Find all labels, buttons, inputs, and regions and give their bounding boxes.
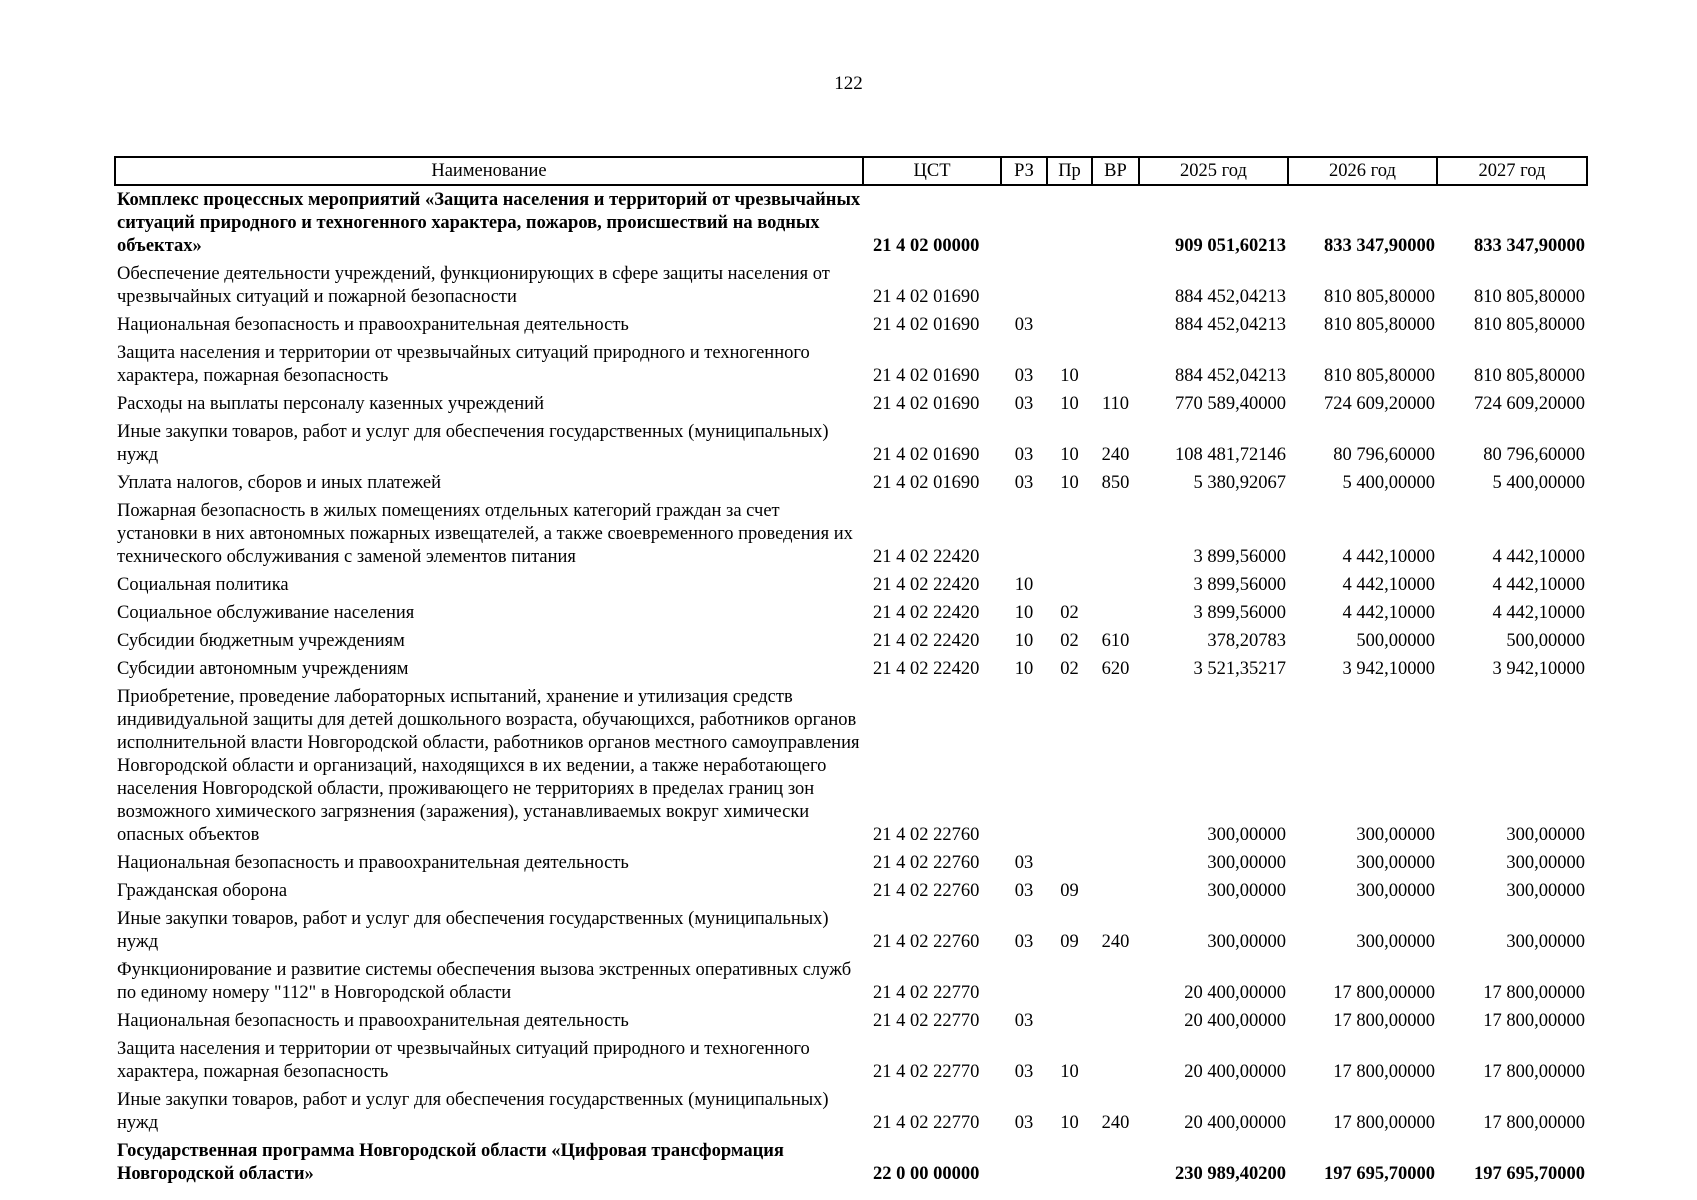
row-cst-cell: 21 4 02 22760 (873, 932, 980, 952)
row-2026-cell: 4 442,10000 (1342, 603, 1435, 623)
row-pr-cell: 10 (1060, 445, 1079, 465)
row-vr-cell (1092, 337, 1139, 388)
table-row (115, 1005, 1587, 1033)
row-cst-cell: 21 4 02 22770 (873, 1011, 980, 1031)
table-row (115, 309, 1587, 337)
row-pr-cell (1047, 185, 1092, 258)
row-name-cell: Защита населения и территории от чрезвычайных ситуаций природного и техногенного характера, пожарная безопасность (117, 1039, 810, 1082)
row-rz-cell (1001, 495, 1047, 569)
row-cst-cell: 21 4 02 01690 (873, 315, 980, 335)
row-2026-cell: 5 400,00000 (1342, 473, 1435, 493)
row-vr-cell (1092, 258, 1139, 309)
row-2027-cell: 300,00000 (1506, 853, 1585, 873)
row-2027-cell: 810 805,80000 (1474, 287, 1585, 307)
row-pr-cell: 02 (1060, 603, 1079, 623)
page-number: 122 (834, 73, 863, 94)
row-cst-cell: 21 4 02 01690 (873, 445, 980, 465)
header-2025: 2025 год (1139, 157, 1288, 185)
row-name-cell: Защита населения и территории от чрезвычайных ситуаций природного и техногенного характера, пожарная безопасность (117, 343, 810, 386)
row-2026-cell: 17 800,00000 (1333, 983, 1435, 1003)
row-vr-cell (1092, 875, 1139, 903)
row-2027-cell: 724 609,20000 (1474, 394, 1585, 414)
row-2025-cell: 770 589,40000 (1175, 394, 1286, 414)
row-vr-cell (1092, 1135, 1139, 1186)
row-vr-cell (1092, 681, 1139, 847)
row-pr-cell (1047, 495, 1092, 569)
row-2027-cell: 4 442,10000 (1492, 603, 1585, 623)
row-vr-cell: 610 (1101, 631, 1130, 651)
row-2025-cell: 3 521,35217 (1193, 659, 1286, 679)
row-cst-cell: 21 4 02 22770 (873, 1113, 980, 1133)
row-pr-cell (1047, 954, 1092, 1005)
row-pr-cell: 10 (1060, 473, 1079, 493)
table-row (115, 467, 1587, 495)
row-vr-cell (1092, 597, 1139, 625)
table-row (115, 954, 1587, 1005)
table-row (115, 903, 1587, 954)
row-2026-cell: 833 347,90000 (1324, 236, 1435, 256)
row-cst-cell: 21 4 02 22760 (873, 825, 980, 845)
row-2026-cell: 300,00000 (1356, 825, 1435, 845)
row-name-cell: Государственная программа Новгородской области «Цифровая трансформация Новгородской области» (117, 1141, 784, 1184)
row-vr-cell (1092, 185, 1139, 258)
table-row (115, 337, 1587, 388)
row-2026-cell: 80 796,60000 (1333, 445, 1435, 465)
table-row (115, 681, 1587, 847)
row-2025-cell: 884 452,04213 (1175, 366, 1286, 386)
row-2026-cell: 197 695,70000 (1324, 1164, 1435, 1184)
row-2026-cell: 300,00000 (1356, 932, 1435, 952)
row-2025-cell: 378,20783 (1207, 631, 1286, 651)
row-rz-cell (1001, 185, 1047, 258)
header-pr: Пр (1047, 157, 1092, 185)
row-2026-cell: 3 942,10000 (1342, 659, 1435, 679)
row-cst-cell: 21 4 02 22420 (873, 603, 980, 623)
table-row (115, 495, 1587, 569)
row-2026-cell: 810 805,80000 (1324, 287, 1435, 307)
table-row (115, 1033, 1587, 1084)
table-row (115, 625, 1587, 653)
row-name-cell: Комплекс процессных мероприятий «Защита населения и территорий от чрезвычайных ситуаций природного и техногенного характера, пожаров, происшествий на водных объектах» (117, 190, 861, 256)
row-2027-cell: 197 695,70000 (1474, 1164, 1585, 1184)
row-2027-cell: 5 400,00000 (1492, 473, 1585, 493)
row-rz-cell (1001, 1135, 1047, 1186)
row-2026-cell: 724 609,20000 (1324, 394, 1435, 414)
row-2026-cell: 300,00000 (1356, 853, 1435, 873)
row-name-cell: Социальная политика (117, 575, 289, 595)
row-cst-cell: 21 4 02 22420 (873, 631, 980, 651)
row-rz-cell: 03 (1014, 1062, 1034, 1082)
row-name-cell: Гражданская оборона (117, 881, 288, 901)
row-name-cell: Расходы на выплаты персоналу казенных учреждений (117, 394, 544, 414)
row-2025-cell: 20 400,00000 (1184, 1113, 1286, 1133)
row-2026-cell: 4 442,10000 (1342, 547, 1435, 567)
row-name-cell: Приобретение, проведение лабораторных испытаний, хранение и утилизация средств индивидуальной защиты для детей дошкольного возраста, обучающихся, работников органов исполнительной власти Новгородской области, работников органов местного самоуправления Новгородской области и организаций, находящихся в их ведении, а также неработающего населения Новгородской области, проживающего не территориях в пределах границ зон возможного химического загрязнения (заражения), устанавливаемых вокруг химически опасных объектов (117, 687, 860, 845)
table-body (115, 185, 1587, 1186)
row-vr-cell: 110 (1101, 394, 1130, 414)
row-pr-cell: 10 (1060, 394, 1079, 414)
header-name: Наименование (115, 157, 863, 185)
row-rz-cell: 03 (1014, 881, 1034, 901)
row-vr-cell: 850 (1101, 473, 1130, 493)
row-name-cell: Функционирование и развитие системы обеспечения вызова экстренных оперативных служб по единому номеру "112" в Новгородской области (117, 960, 852, 1003)
table-row (115, 1084, 1587, 1135)
row-2027-cell: 833 347,90000 (1474, 236, 1585, 256)
row-name-cell: Иные закупки товаров, работ и услуг для обеспечения государственных (муниципальных) нужд (117, 909, 829, 952)
table-row (115, 416, 1587, 467)
header-2027: 2027 год (1437, 157, 1587, 185)
row-vr-cell: 620 (1101, 659, 1130, 679)
row-pr-cell: 09 (1060, 932, 1079, 952)
row-cst-cell: 21 4 02 00000 (873, 236, 980, 256)
row-pr-cell: 10 (1060, 1062, 1079, 1082)
row-rz-cell: 10 (1014, 603, 1034, 623)
row-cst-cell: 21 4 02 22760 (873, 881, 980, 901)
row-2025-cell: 300,00000 (1207, 881, 1286, 901)
row-vr-cell (1092, 847, 1139, 875)
table-row (115, 569, 1587, 597)
row-name-cell: Иные закупки товаров, работ и услуг для обеспечения государственных (муниципальных) нужд (117, 1090, 829, 1133)
row-pr-cell (1047, 309, 1092, 337)
row-2025-cell: 300,00000 (1207, 853, 1286, 873)
row-pr-cell: 02 (1060, 659, 1079, 679)
row-rz-cell: 03 (1014, 315, 1034, 335)
row-2026-cell: 810 805,80000 (1324, 315, 1435, 335)
row-2025-cell: 5 380,92067 (1193, 473, 1286, 493)
row-2025-cell: 3 899,56000 (1193, 547, 1286, 567)
row-2025-cell: 3 899,56000 (1193, 575, 1286, 595)
row-2026-cell: 4 442,10000 (1342, 575, 1435, 595)
row-rz-cell: 03 (1014, 394, 1034, 414)
row-2026-cell: 300,00000 (1356, 881, 1435, 901)
row-rz-cell: 03 (1014, 1011, 1034, 1031)
row-rz-cell: 10 (1014, 575, 1034, 595)
row-rz-cell: 03 (1014, 1113, 1034, 1133)
row-vr-cell (1092, 1033, 1139, 1084)
budget-table (114, 156, 1588, 1186)
table-row (115, 875, 1587, 903)
row-cst-cell: 21 4 02 22770 (873, 1062, 980, 1082)
row-2025-cell: 884 452,04213 (1175, 315, 1286, 335)
row-vr-cell (1092, 569, 1139, 597)
table-row (115, 258, 1587, 309)
row-cst-cell: 22 0 00 00000 (873, 1164, 980, 1184)
row-2027-cell: 17 800,00000 (1483, 1062, 1585, 1082)
row-pr-cell (1047, 1005, 1092, 1033)
row-cst-cell: 21 4 02 22420 (873, 547, 980, 567)
row-name-cell: Национальная безопасность и правоохранительная деятельность (117, 1011, 629, 1031)
row-2027-cell: 500,00000 (1506, 631, 1585, 651)
row-cst-cell: 21 4 02 01690 (873, 287, 980, 307)
table-row (115, 653, 1587, 681)
row-2027-cell: 810 805,80000 (1474, 366, 1585, 386)
row-2026-cell: 810 805,80000 (1324, 366, 1435, 386)
row-vr-cell: 240 (1101, 445, 1130, 465)
row-2027-cell: 3 942,10000 (1492, 659, 1585, 679)
row-2027-cell: 17 800,00000 (1483, 1011, 1585, 1031)
header-2026: 2026 год (1288, 157, 1437, 185)
row-cst-cell: 21 4 02 01690 (873, 394, 980, 414)
row-cst-cell: 21 4 02 22420 (873, 575, 980, 595)
row-pr-cell (1047, 569, 1092, 597)
row-2027-cell: 80 796,60000 (1483, 445, 1585, 465)
row-pr-cell: 10 (1060, 366, 1079, 386)
row-2025-cell: 230 989,40200 (1175, 1164, 1286, 1184)
row-vr-cell (1092, 954, 1139, 1005)
row-2025-cell: 20 400,00000 (1184, 1062, 1286, 1082)
row-2026-cell: 17 800,00000 (1333, 1062, 1435, 1082)
row-cst-cell: 21 4 02 22420 (873, 659, 980, 679)
row-name-cell: Национальная безопасность и правоохранительная деятельность (117, 315, 629, 335)
table-header-row (115, 157, 1587, 185)
row-2027-cell: 17 800,00000 (1483, 983, 1585, 1003)
row-vr-cell (1092, 309, 1139, 337)
table-row (115, 1135, 1587, 1186)
row-2025-cell: 20 400,00000 (1184, 983, 1286, 1003)
row-rz-cell: 10 (1014, 631, 1034, 651)
row-name-cell: Социальное обслуживание населения (117, 603, 415, 623)
row-cst-cell: 21 4 02 22760 (873, 853, 980, 873)
row-pr-cell (1047, 1135, 1092, 1186)
row-rz-cell: 10 (1014, 659, 1034, 679)
row-2027-cell: 300,00000 (1506, 881, 1585, 901)
row-2027-cell: 300,00000 (1506, 932, 1585, 952)
row-2025-cell: 300,00000 (1207, 932, 1286, 952)
row-2027-cell: 300,00000 (1506, 825, 1585, 845)
row-name-cell: Уплата налогов, сборов и иных платежей (117, 473, 442, 493)
row-vr-cell: 240 (1101, 932, 1130, 952)
row-rz-cell: 03 (1014, 366, 1034, 386)
table-row (115, 388, 1587, 416)
row-rz-cell: 03 (1014, 853, 1034, 873)
row-2027-cell: 810 805,80000 (1474, 315, 1585, 335)
row-pr-cell: 09 (1060, 881, 1079, 901)
table-row (115, 597, 1587, 625)
row-pr-cell (1047, 681, 1092, 847)
row-cst-cell: 21 4 02 01690 (873, 366, 980, 386)
row-2025-cell: 909 051,60213 (1175, 236, 1286, 256)
row-2026-cell: 17 800,00000 (1333, 1011, 1435, 1031)
row-pr-cell (1047, 847, 1092, 875)
row-rz-cell: 03 (1014, 932, 1034, 952)
table-row (115, 847, 1587, 875)
row-name-cell: Пожарная безопасность в жилых помещениях отдельных категорий граждан за счет установки в них автономных пожарных извещателей, а также своевременного проведения их технического обслуживания с заменой элементов питания (117, 501, 853, 567)
row-pr-cell (1047, 258, 1092, 309)
row-vr-cell: 240 (1101, 1113, 1130, 1133)
row-vr-cell (1092, 495, 1139, 569)
row-vr-cell (1092, 1005, 1139, 1033)
row-rz-cell (1001, 954, 1047, 1005)
row-rz-cell: 03 (1014, 445, 1034, 465)
row-rz-cell: 03 (1014, 473, 1034, 493)
row-2026-cell: 17 800,00000 (1333, 1113, 1435, 1133)
row-2025-cell: 300,00000 (1207, 825, 1286, 845)
row-name-cell: Иные закупки товаров, работ и услуг для обеспечения государственных (муниципальных) нужд (117, 422, 829, 465)
row-name-cell: Обеспечение деятельности учреждений, функционирующих в сфере защиты населения от чрезвычайных ситуаций и пожарной безопасности (117, 264, 830, 307)
row-rz-cell (1001, 681, 1047, 847)
header-cst: ЦСТ (863, 157, 1001, 185)
row-pr-cell: 02 (1060, 631, 1079, 651)
table-row (115, 185, 1587, 258)
row-2025-cell: 884 452,04213 (1175, 287, 1286, 307)
row-cst-cell: 21 4 02 22770 (873, 983, 980, 1003)
header-rz: РЗ (1001, 157, 1047, 185)
row-2025-cell: 3 899,56000 (1193, 603, 1286, 623)
row-name-cell: Субсидии бюджетным учреждениям (117, 631, 405, 651)
row-2027-cell: 4 442,10000 (1492, 547, 1585, 567)
row-2025-cell: 20 400,00000 (1184, 1011, 1286, 1031)
row-rz-cell (1001, 258, 1047, 309)
row-2027-cell: 4 442,10000 (1492, 575, 1585, 595)
row-name-cell: Субсидии автономным учреждениям (117, 659, 409, 679)
row-cst-cell: 21 4 02 01690 (873, 473, 980, 493)
row-pr-cell: 10 (1060, 1113, 1079, 1133)
header-vr: ВР (1092, 157, 1139, 185)
row-2026-cell: 500,00000 (1356, 631, 1435, 651)
row-name-cell: Национальная безопасность и правоохранительная деятельность (117, 853, 629, 873)
row-2027-cell: 17 800,00000 (1483, 1113, 1585, 1133)
row-2025-cell: 108 481,72146 (1175, 445, 1286, 465)
